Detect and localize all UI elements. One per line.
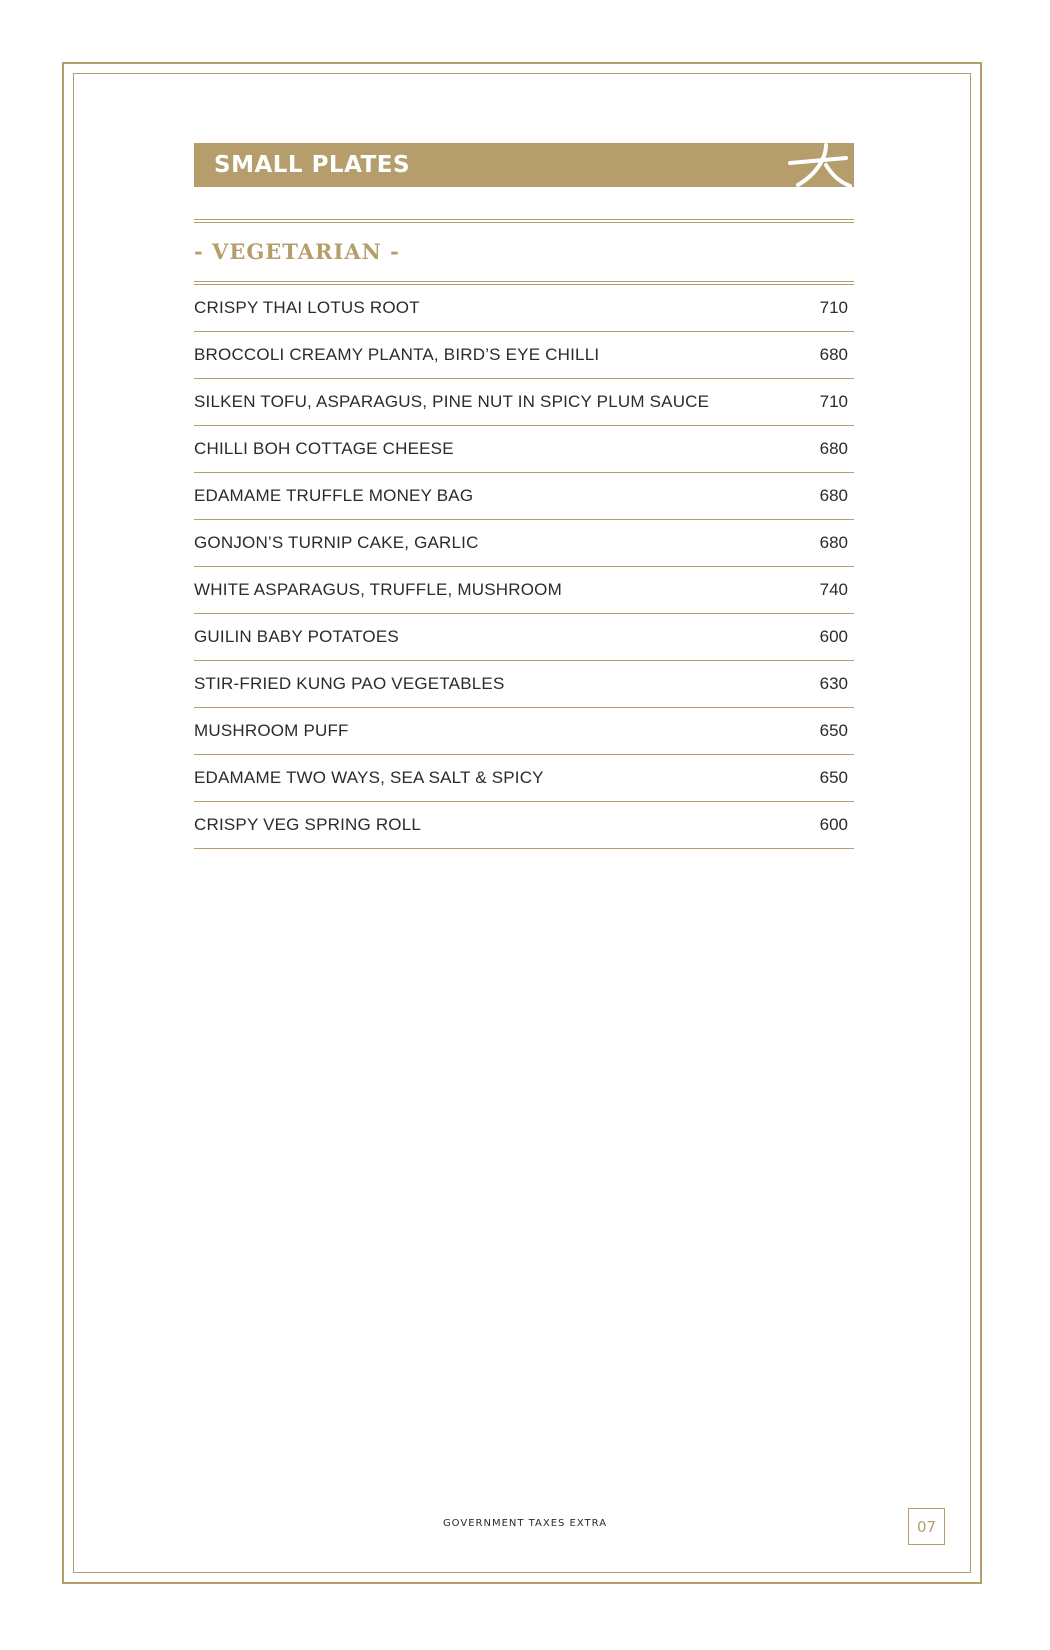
menu-item-price: 630 xyxy=(819,674,848,693)
banner-title: SMALL PLATES xyxy=(214,152,411,178)
menu-item-price: 680 xyxy=(819,439,848,458)
menu-item-price: 680 xyxy=(819,533,848,552)
menu-item xyxy=(194,379,854,426)
menu-item xyxy=(194,802,854,849)
menu-item-price: 650 xyxy=(819,768,848,787)
menu-item-name: MUSHROOM PUFF xyxy=(194,721,349,740)
menu-item-price: 710 xyxy=(819,392,848,411)
menu-item-name: EDAMAME TRUFFLE MONEY BAG xyxy=(194,486,474,505)
section-label-vegetarian: - VEGETARIAN - xyxy=(194,239,400,264)
menu-item-price: 600 xyxy=(819,627,848,646)
menu-item xyxy=(194,708,854,755)
menu-item-name: STIR-FRIED KUNG PAO VEGETABLES xyxy=(194,674,505,693)
menu-item-name: SILKEN TOFU, ASPARAGUS, PINE NUT IN SPICY PLUM SAUCE xyxy=(194,392,710,411)
menu-item-name: GONJON’S TURNIP CAKE, GARLIC xyxy=(194,533,479,552)
menu-item xyxy=(194,614,854,661)
menu-item xyxy=(194,285,854,332)
page-number-badge: 07 xyxy=(908,1508,945,1545)
menu-item xyxy=(194,426,854,473)
menu-item-name: GUILIN BABY POTATOES xyxy=(194,627,399,646)
menu-item xyxy=(194,661,854,708)
menu-item-list xyxy=(194,285,854,849)
footer-taxes-note: GOVERNMENT TAXES EXTRA xyxy=(442,1518,608,1529)
menu-item xyxy=(194,567,854,614)
chinese-character-da-icon xyxy=(784,143,854,187)
menu-item-price: 650 xyxy=(819,721,848,740)
menu-item xyxy=(194,332,854,379)
menu-item-price: 600 xyxy=(819,815,848,834)
menu-item xyxy=(194,520,854,567)
menu-item-price: 740 xyxy=(819,580,848,599)
menu-item-name: WHITE ASPARAGUS, TRUFFLE, MUSHROOM xyxy=(194,580,562,599)
menu-item-name: CRISPY THAI LOTUS ROOT xyxy=(194,298,420,317)
menu-item xyxy=(194,473,854,520)
menu-content xyxy=(194,143,854,849)
menu-item-name: CRISPY VEG SPRING ROLL xyxy=(194,815,422,834)
menu-item-name: CHILLI BOH COTTAGE CHEESE xyxy=(194,439,454,458)
menu-item xyxy=(194,755,854,802)
menu-item-name: BROCCOLI CREAMY PLANTA, BIRD’S EYE CHILLI xyxy=(194,345,600,364)
menu-item-price: 680 xyxy=(819,486,848,505)
menu-item-name: EDAMAME TWO WAYS, SEA SALT & SPICY xyxy=(194,768,544,787)
section-banner xyxy=(194,143,854,187)
menu-item-price: 680 xyxy=(819,345,848,364)
menu-item-price: 710 xyxy=(819,298,848,317)
